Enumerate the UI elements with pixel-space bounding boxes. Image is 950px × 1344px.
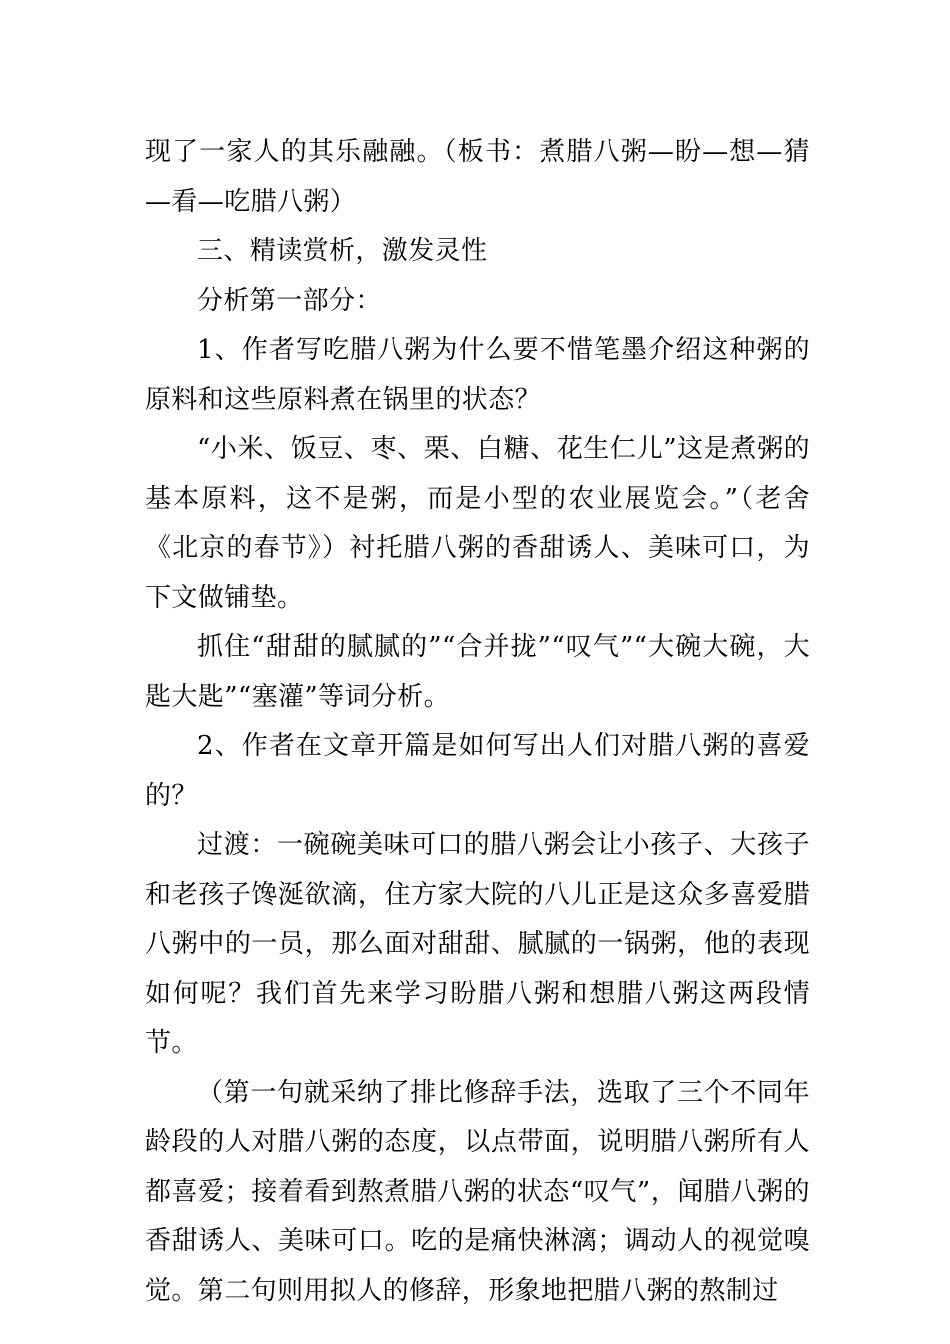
paragraph-7: 2、作者在文章开篇是如何写出人们对腊八粥的喜爱的？ xyxy=(145,731,810,811)
paragraph-6: 抓住“甜甜的腻腻的”“合并拢”“叹气”“大碗大碗，大匙大匙”“塞灌”等词分析。 xyxy=(145,632,810,712)
paragraph-2: 三、精读赏析，激发灵性 xyxy=(197,236,488,266)
paragraph-4: 1、作者写吃腊八粥为什么要不惜笔墨介绍这种粥的原料和这些原料煮在锅里的状态？ xyxy=(145,335,810,415)
paragraph-9: （第一句就采纳了排比修辞手法，选取了三个不同年龄段的人对腊八粥的态度，以点带面，说明腊八粥所有人都喜爱；接着看到熬煮腊八粥的状态“叹气”，闻腊八粥的香甜诱人、美味可口。吃的是痛快淋漓；调动人的视觉嗅觉。第二句则用拟人的修辞，形象地把腊八粥的熬制过 xyxy=(145,1077,810,1306)
paragraph-3: 分析第一部分： xyxy=(197,285,382,316)
paragraph-5: “小米、饭豆、枣、栗、白糖、花生仁儿”这是煮粥的基本原料，这不是粥，而是小型的农业展览会。”（老舍《北京的春节》）衬托腊八粥的香甜诱人、美味可口，为下文做铺垫。 xyxy=(145,434,810,613)
paragraph-1: 现了一家人的其乐融融。（板书：煮腊八粥—盼—想—猜—看—吃腊八粥） xyxy=(145,137,810,217)
document-body xyxy=(145,128,810,1316)
paragraph-8: 过渡：一碗碗美味可口的腊八粥会让小孩子、大孩子和老孩子馋涎欲滴，住方家大院的八儿正是这众多喜爱腊八粥中的一员，那么面对甜甜、腻腻的一锅粥，他的表现如何呢？我们首先来学习盼腊八粥和想腊八粥这两段情节。 xyxy=(145,830,810,1058)
